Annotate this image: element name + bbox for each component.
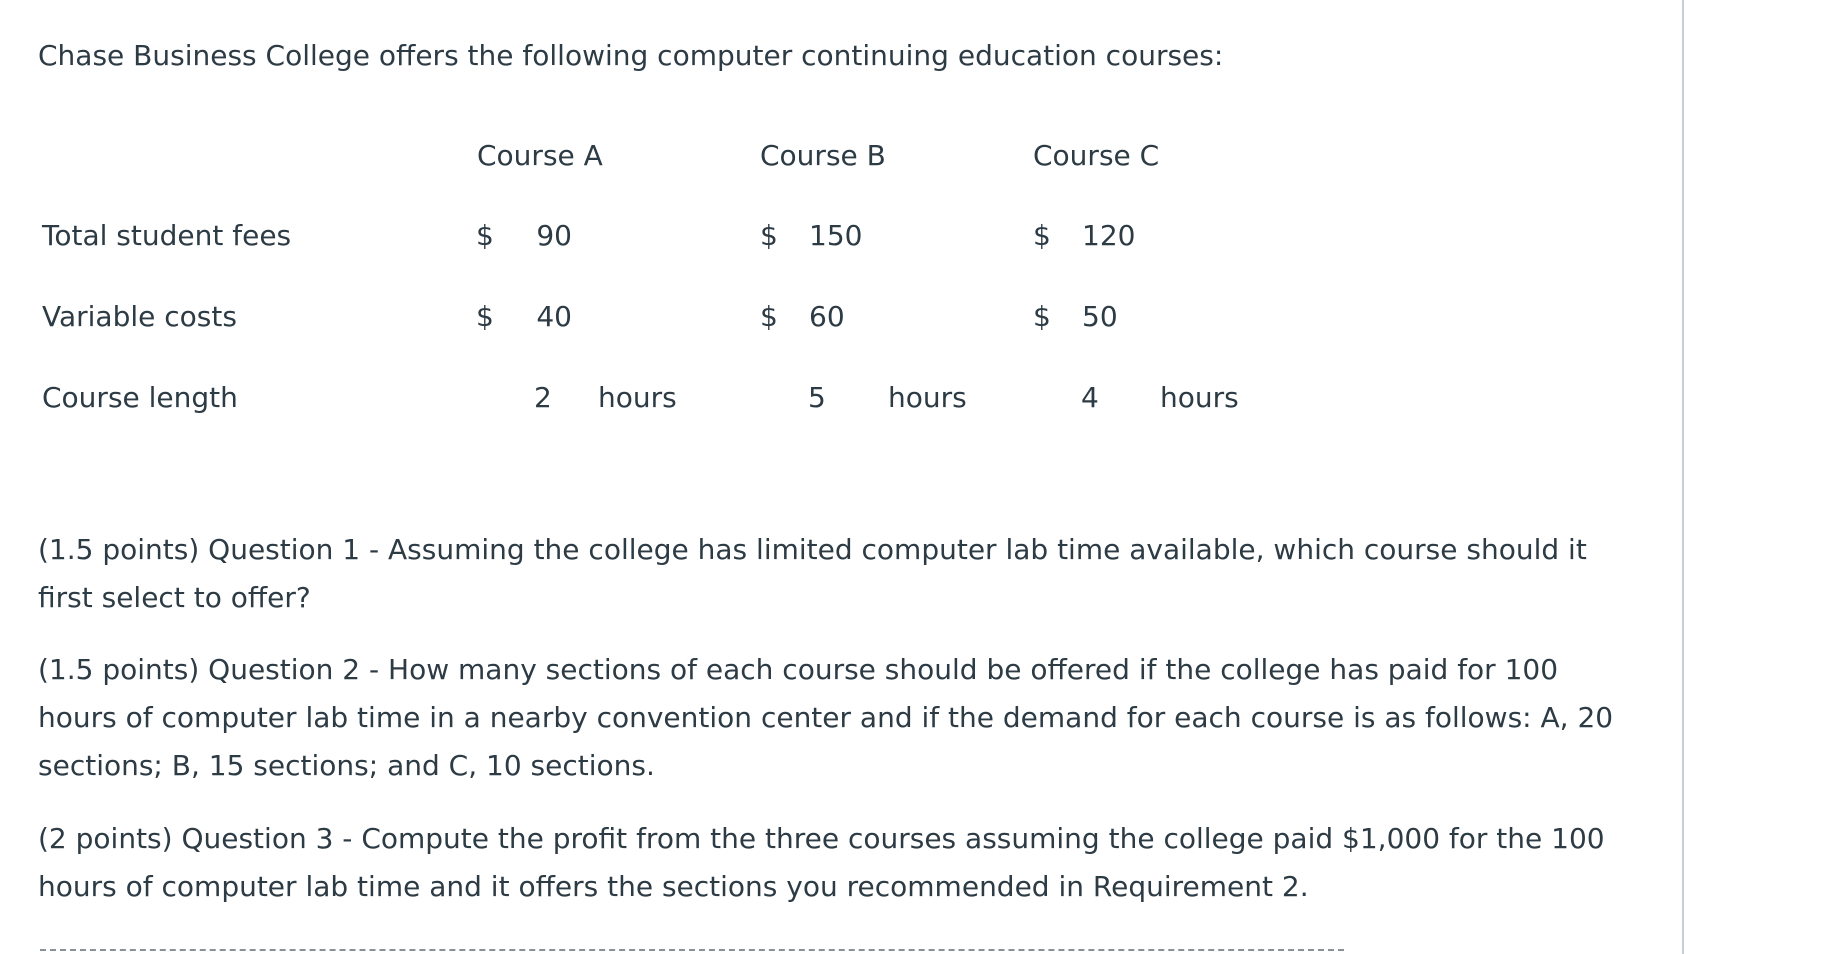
value-course-b: 60 (809, 300, 845, 333)
column-header-course-b: Course B (760, 139, 886, 172)
question-1: (1.5 points) Question 1 - Assuming the college has limited computer lab time available, which course should it first select to offer? (38, 533, 1587, 614)
value-course-c: 4 (1081, 381, 1099, 414)
unit-label: hours (598, 381, 677, 414)
column-header-course-a: Course A (477, 139, 603, 172)
value-course-a: 90 (536, 219, 572, 252)
currency-symbol: $ (476, 300, 494, 333)
value-course-b: 150 (809, 219, 863, 252)
value-course-c: 120 (1082, 219, 1136, 252)
column-header-course-c: Course C (1033, 139, 1160, 172)
currency-symbol: $ (760, 300, 778, 333)
unit-label: hours (1160, 381, 1239, 414)
question-3: (2 points) Question 3 - Compute the profit from the three courses assuming the college paid $1,000 for the 100 hours of computer lab time and it offers the sections you recommended in Requirement 2. (38, 822, 1605, 903)
intro-text: Chase Business College offers the following computer continuing education courses: (38, 39, 1224, 72)
unit-label: hours (888, 381, 967, 414)
value-course-a: 2 (534, 381, 552, 414)
currency-symbol: $ (476, 219, 494, 252)
currency-symbol: $ (1033, 300, 1051, 333)
currency-symbol: $ (1033, 219, 1051, 252)
currency-symbol: $ (760, 219, 778, 252)
row-label: Course length (42, 381, 238, 414)
value-course-b: 5 (808, 381, 826, 414)
value-course-c: 50 (1082, 300, 1118, 333)
row-label: Variable costs (42, 300, 237, 333)
dashed-divider (40, 949, 1344, 951)
value-course-a: 40 (536, 300, 572, 333)
content-border (1682, 0, 1684, 954)
question-2: (1.5 points) Question 2 - How many sections of each course should be offered if the college has paid for 100 hours of computer lab time in a nearby convention center and if the demand for each course is as follows: A, 20 sections; B, 15 sections; and C, 10 sections. (38, 653, 1614, 782)
row-label: Total student fees (42, 219, 292, 252)
